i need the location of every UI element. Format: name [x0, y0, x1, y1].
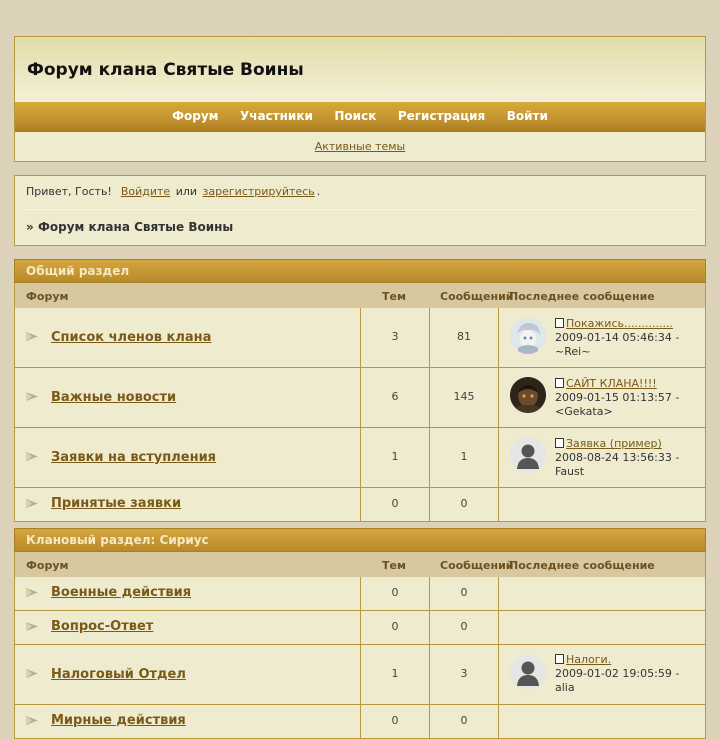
forum-row	[14, 308, 706, 368]
topic-count: 3	[391, 330, 399, 343]
site-header	[14, 36, 706, 162]
col-posts: Сообщений	[440, 559, 514, 572]
category-title: Клановый раздел: Сириус	[14, 528, 706, 552]
forum-icon	[26, 716, 38, 725]
dark-avatar-icon[interactable]	[510, 377, 546, 413]
last-post	[555, 437, 679, 479]
topic-count: 0	[391, 586, 399, 599]
forum-link[interactable]: Важные новости	[51, 390, 177, 405]
category-title: Общий раздел	[14, 259, 706, 283]
forum-link[interactable]: Список членов клана	[51, 330, 212, 345]
breadcrumb-arrow: »	[26, 220, 34, 234]
forum-link[interactable]: Заявки на вступления	[51, 450, 217, 465]
post-count: 0	[460, 586, 468, 599]
anime-avatar-icon[interactable]	[510, 318, 546, 354]
welcome-line	[26, 185, 694, 209]
column-header	[14, 283, 706, 308]
login-link[interactable]: Войдите	[120, 185, 171, 198]
last-post	[555, 377, 679, 419]
forum-icon	[26, 499, 38, 508]
or-text: или	[175, 185, 198, 198]
last-post	[555, 317, 679, 359]
last-post-link[interactable]: САЙТ КЛАНА!!!!	[566, 377, 657, 390]
forum-icon	[26, 622, 38, 631]
last-post	[555, 653, 679, 695]
forum-row	[14, 577, 706, 611]
topic-count: 1	[391, 667, 399, 680]
col-topics: Тем	[382, 559, 406, 572]
last-post-author: Faust	[555, 465, 585, 478]
forum-link[interactable]: Принятые заявки	[51, 496, 182, 511]
breadcrumb-current: Форум клана Святые Воины	[37, 220, 234, 234]
nav-members[interactable]: Участники	[239, 109, 313, 123]
nav-login[interactable]: Войти	[506, 109, 548, 123]
topic-count: 0	[391, 714, 399, 727]
document-icon	[555, 438, 564, 448]
col-posts: Сообщений	[440, 290, 514, 303]
post-count: 81	[457, 330, 471, 343]
forum-icon	[26, 332, 38, 341]
nav-forum[interactable]: Форум	[172, 109, 219, 123]
topic-count: 6	[391, 390, 399, 403]
default-avatar-icon[interactable]	[510, 654, 546, 690]
forum-row	[14, 645, 706, 705]
last-post-date: 2009-01-15 01:13:57 -	[555, 391, 680, 404]
forum-icon	[26, 392, 38, 401]
post-count: 1	[460, 450, 468, 463]
last-post-date: 2009-01-14 05:46:34 -	[555, 331, 680, 344]
nav-search[interactable]: Поиск	[334, 109, 377, 123]
forum-link[interactable]: Вопрос-Ответ	[51, 619, 154, 634]
sub-nav	[15, 132, 705, 161]
last-post-link[interactable]: Заявка (пример)	[566, 437, 662, 450]
title-area	[15, 37, 705, 102]
col-last-post: Последнее сообщение	[509, 290, 655, 303]
column-header	[14, 552, 706, 577]
last-post-link[interactable]: Налоги.	[566, 653, 612, 666]
forum-link[interactable]: Мирные действия	[51, 713, 186, 728]
forum-row	[14, 705, 706, 739]
active-topics-link[interactable]: Активные темы	[314, 140, 406, 153]
main-nav	[15, 102, 705, 132]
topic-count: 0	[391, 497, 399, 510]
document-icon	[555, 318, 564, 328]
default-avatar-icon[interactable]	[510, 437, 546, 473]
post-count: 3	[460, 667, 468, 680]
forum-icon	[26, 669, 38, 678]
last-post-author: ~Rei~	[555, 345, 591, 358]
nav-register[interactable]: Регистрация	[397, 109, 486, 123]
col-forum: Форум	[26, 559, 69, 572]
topic-count: 1	[391, 450, 399, 463]
post-count: 0	[460, 497, 468, 510]
forum-row	[14, 611, 706, 645]
post-count: 0	[460, 714, 468, 727]
last-post-author: alia	[555, 681, 575, 694]
document-icon	[555, 654, 564, 664]
document-icon	[555, 378, 564, 388]
col-last-post: Последнее сообщение	[509, 559, 655, 572]
forum-row	[14, 428, 706, 488]
forum-icon	[26, 588, 38, 597]
divider	[26, 209, 694, 210]
last-post-author: <Gekata>	[555, 405, 613, 418]
forum-icon	[26, 452, 38, 461]
topic-count: 0	[391, 620, 399, 633]
post-count: 145	[453, 390, 475, 403]
period-text: .	[316, 185, 321, 198]
forum-row	[14, 488, 706, 522]
post-count: 0	[460, 620, 468, 633]
last-post-date: 2008-08-24 13:56:33 -	[555, 451, 680, 464]
forum-link[interactable]: Налоговый Отдел	[51, 667, 186, 682]
col-forum: Форум	[26, 290, 69, 303]
forum-row	[14, 368, 706, 428]
site-title: Форум клана Святые Воины	[27, 60, 304, 80]
greeting-text: Привет, Гость!	[26, 185, 112, 198]
col-topics: Тем	[382, 290, 406, 303]
last-post-link[interactable]: Покажись..............	[566, 317, 673, 330]
welcome-panel	[14, 175, 706, 246]
forum-link[interactable]: Военные действия	[51, 585, 192, 600]
breadcrumb	[26, 220, 694, 234]
register-link[interactable]: зарегистрируйтесь	[202, 185, 315, 198]
last-post-date: 2009-01-02 19:05:59 -	[555, 667, 680, 680]
